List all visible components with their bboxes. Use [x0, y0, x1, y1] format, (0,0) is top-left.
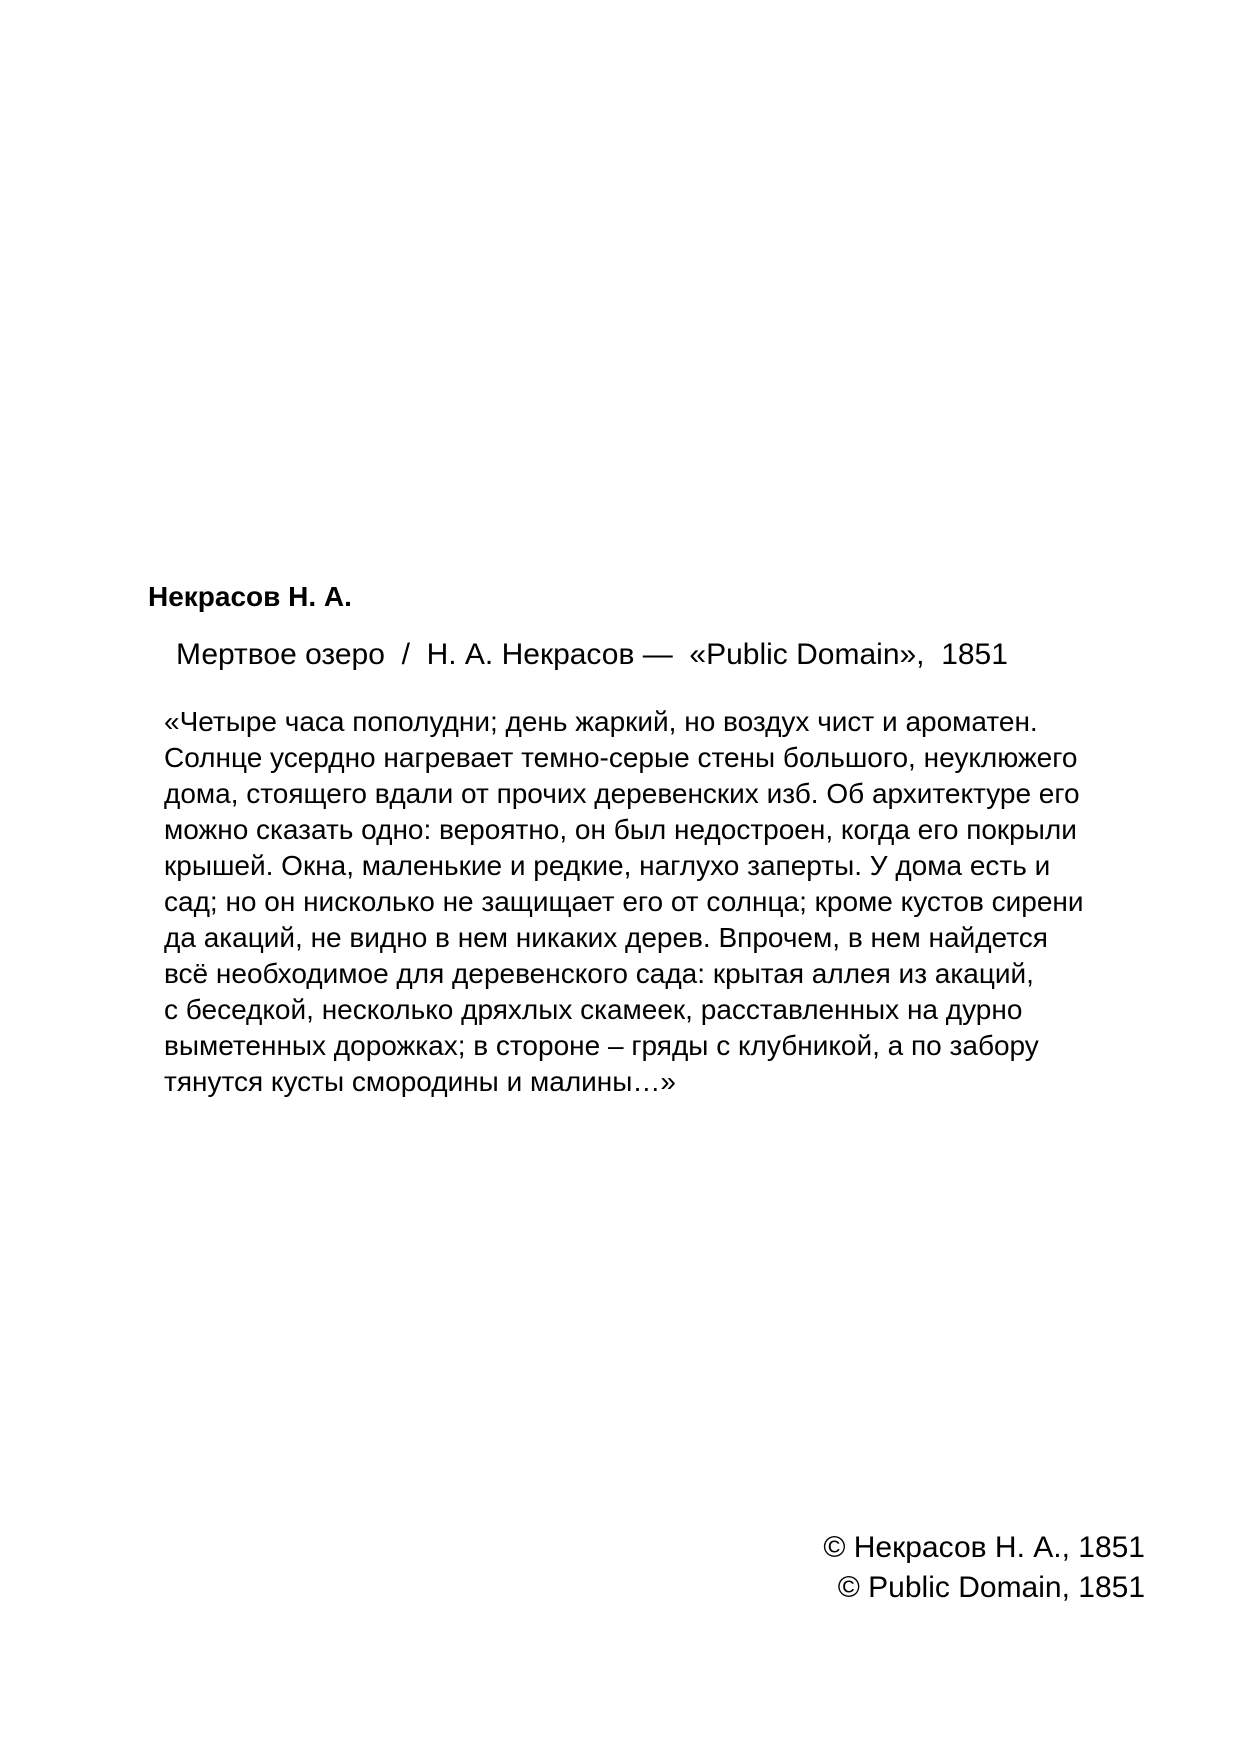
annotation-text	[164, 704, 1174, 1100]
annotation-line: выметенных дорожках; в стороне – гряды с клубникой, а по забору	[164, 1030, 1039, 1061]
annotation-line: с беседкой, несколько дряхлых скамеек, расставленных на дурно	[164, 994, 1023, 1025]
annotation-line: можно сказать одно: вероятно, он был недостроен, когда его покрыли	[164, 814, 1077, 845]
annotation-line: сад; но он нисколько не защищает его от солнца; кроме кустов сирени	[164, 886, 1084, 917]
annotation-line: всё необходимое для деревенского сада: крытая аллея из акаций,	[164, 958, 1034, 989]
annotation-line: дома, стоящего вдали от прочих деревенских изб. Об архитектуре его	[164, 778, 1080, 809]
annotation-line: тянутся кусты смородины и малины…»	[164, 1066, 676, 1097]
author-name: Некрасов Н. А.	[148, 581, 352, 612]
bibliographic-citation: Мертвое озеро / Н. А. Некрасов — «Public Domain», 1851	[176, 638, 1008, 671]
annotation-line: крышей. Окна, маленькие и редкие, наглухо заперты. У дома есть и	[164, 850, 1051, 881]
annotation-line: «Четыре часа пополудни; день жаркий, но воздух чист и ароматен.	[164, 706, 1038, 737]
annotation-line: Солнце усердно нагревает темно-серые стены большого, неуклюжего	[164, 742, 1078, 773]
copyright-author: © Некрасов Н. А., 1851	[823, 1531, 1145, 1564]
copyright-block	[823, 1528, 1145, 1608]
copyright-public-domain: © Public Domain, 1851	[837, 1571, 1145, 1604]
annotation-line: да акаций, не видно в нем никаких дерев. Впрочем, в нем найдется	[164, 922, 1048, 953]
